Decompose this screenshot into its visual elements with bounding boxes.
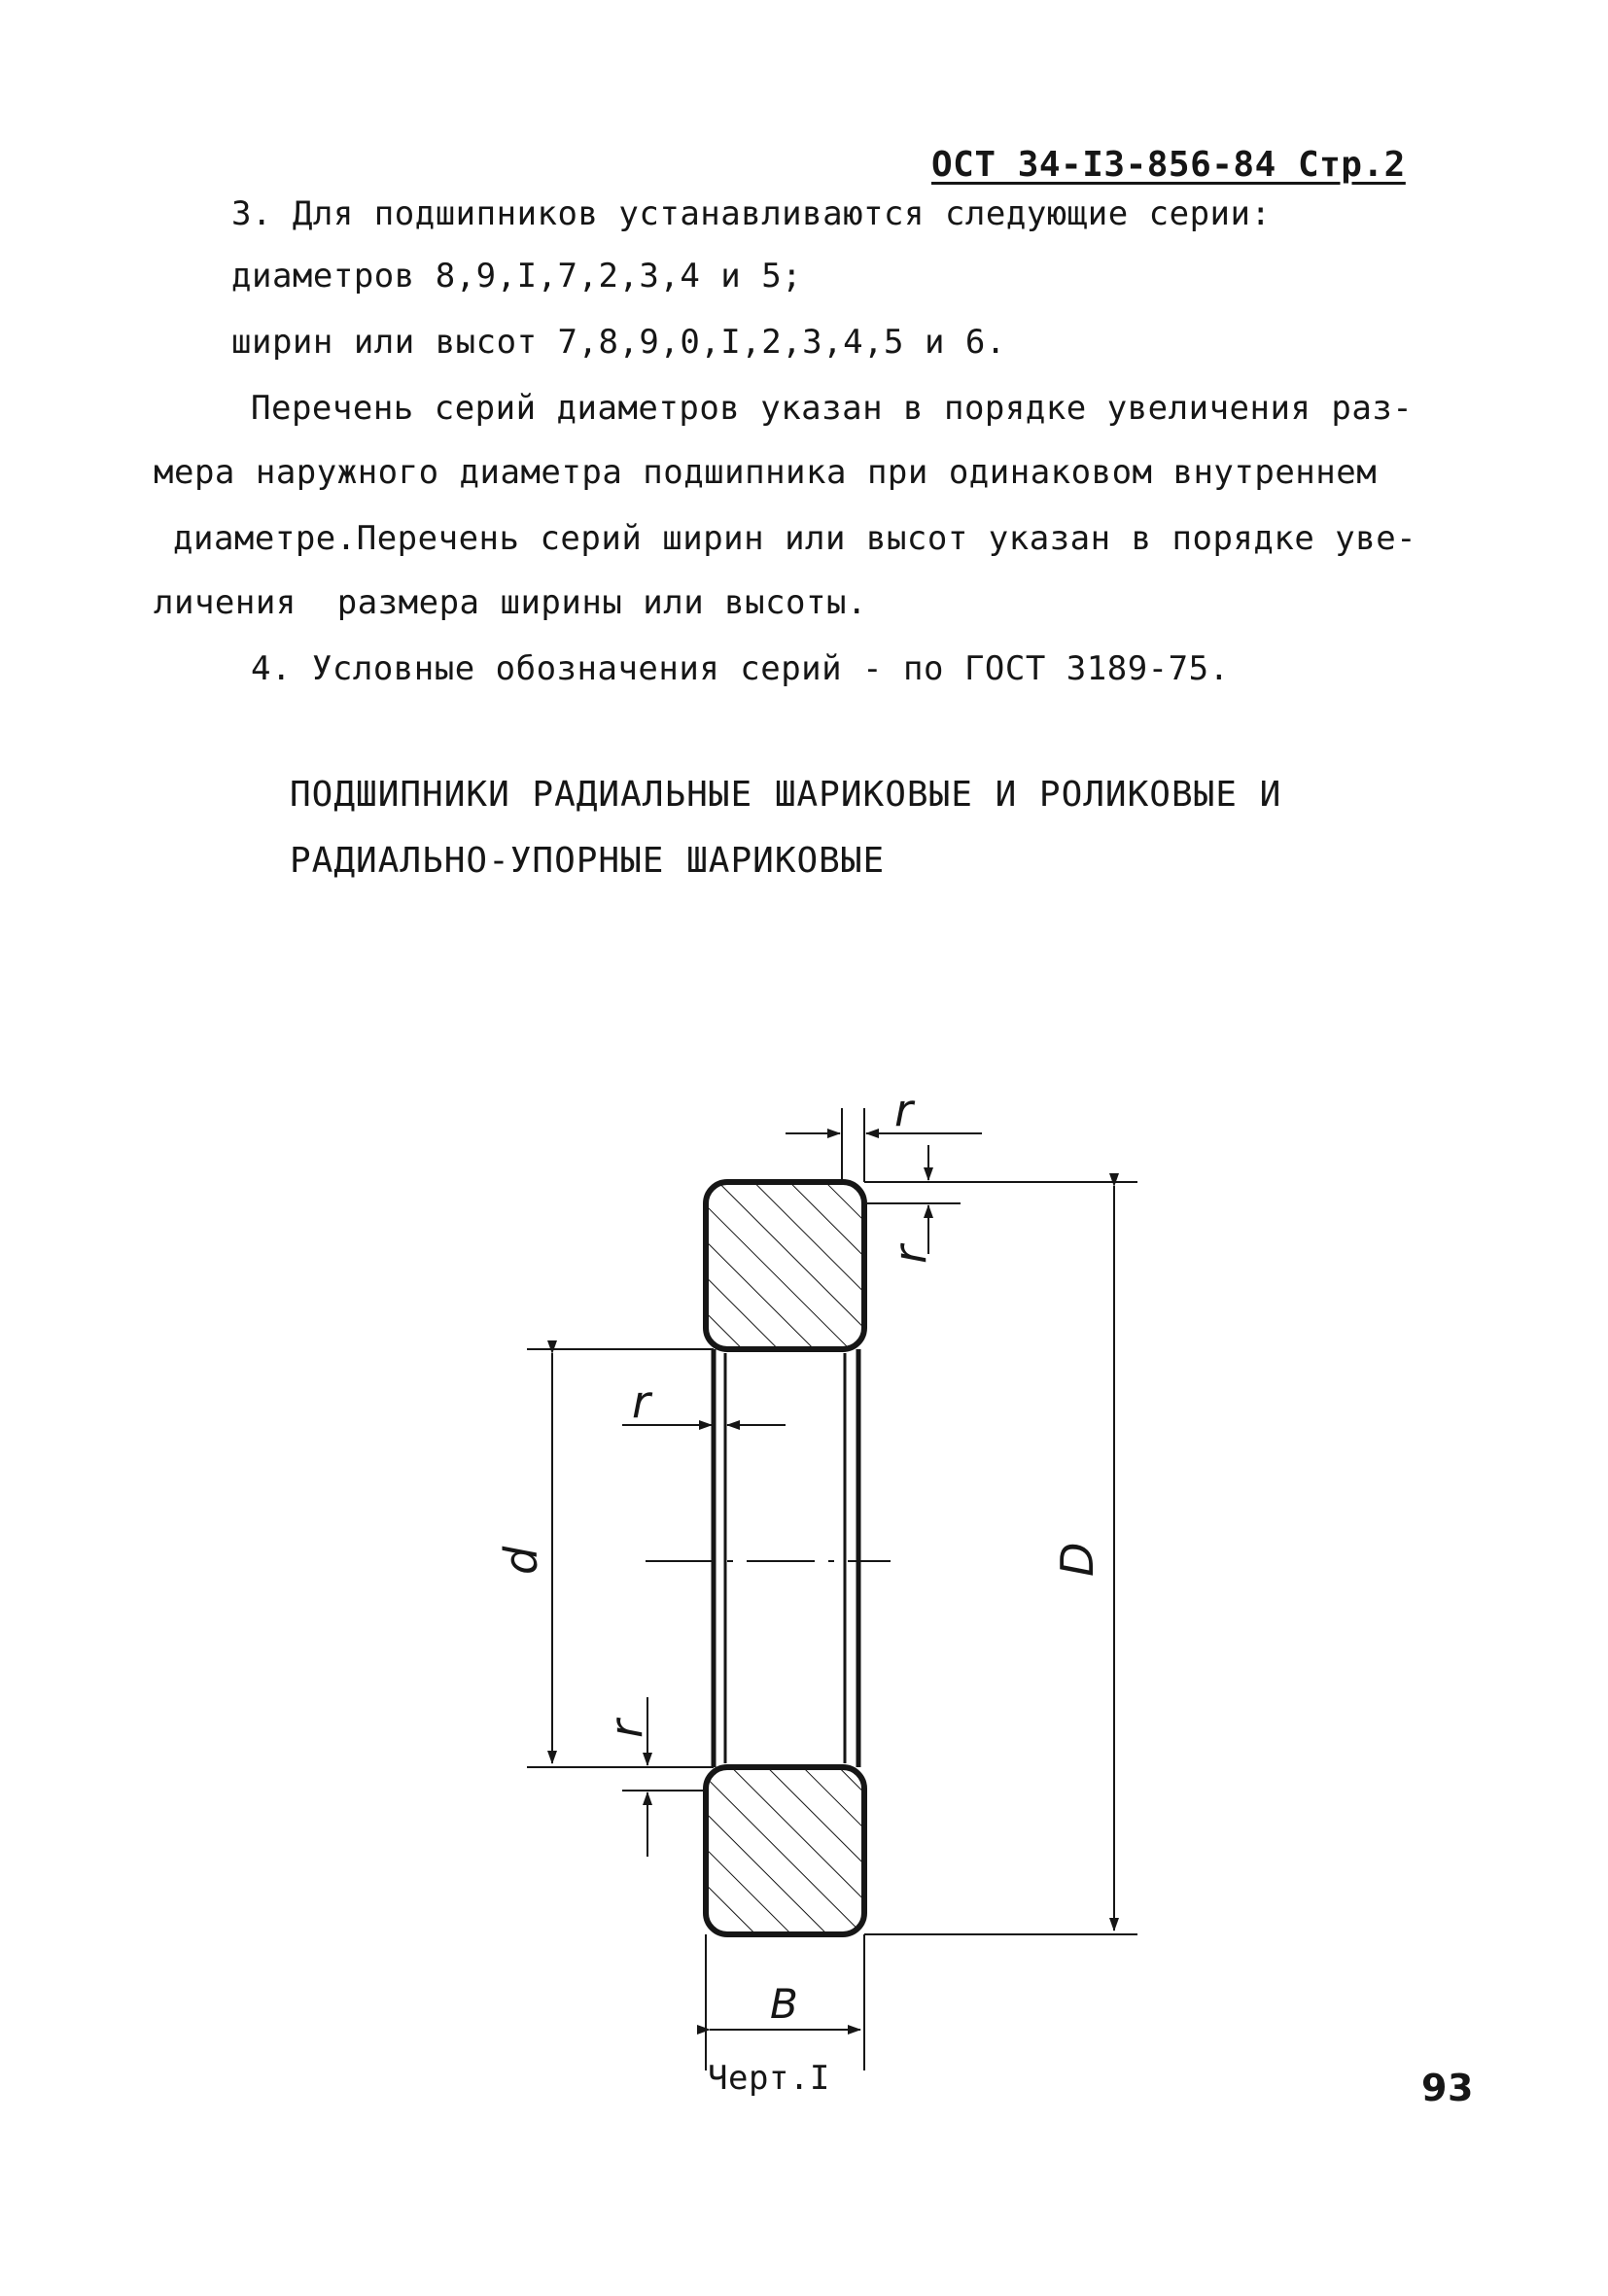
label-r-top: r bbox=[894, 1084, 913, 1136]
text-line-8: 4. Условные обозначения серий - по ГОСТ 3189-75. bbox=[251, 649, 1230, 688]
text-line-7: личения размера ширины или высоты. bbox=[154, 583, 867, 622]
page-number: 93 bbox=[1421, 2067, 1474, 2109]
text-line-2: диаметров 8,9,I,7,2,3,4 и 5; bbox=[231, 257, 803, 296]
text-line-3: ширин или высот 7,8,9,0,I,2,3,4,5 и 6. bbox=[231, 323, 1006, 362]
section-title-line-2: РАДИАЛЬНО-УПОРНЫЕ ШАРИКОВЫЕ bbox=[290, 841, 886, 881]
label-r-right: r bbox=[884, 1245, 936, 1264]
text-line-5: мера наружного диаметра подшипника при одинаковом внутреннем bbox=[154, 453, 1378, 492]
text-line-4: Перечень серий диаметров указан в порядке увеличения раз- bbox=[251, 389, 1414, 428]
lower-ring-section bbox=[706, 1767, 864, 1934]
text-line-6: диаметре.Перечень серий ширин или высот указан в порядке уве- bbox=[173, 519, 1417, 558]
label-B: B bbox=[770, 1980, 798, 2028]
text-line-1: 3. Для подшипников устанавливаются следующие серии: bbox=[231, 194, 1272, 233]
label-r-lower: r bbox=[600, 1720, 652, 1738]
document-code-header: ОСТ 34-I3-856-84 Стр.2 bbox=[931, 145, 1406, 185]
label-D: D bbox=[1051, 1542, 1103, 1577]
upper-ring-section bbox=[706, 1182, 864, 1349]
section-title-line-1: ПОДШИПНИКИ РАДИАЛЬНЫЕ ШАРИКОВЫЕ И РОЛИКОВЫЕ И bbox=[290, 775, 1282, 815]
figure-caption: Черт.I bbox=[708, 2059, 830, 2098]
label-d: d bbox=[495, 1546, 547, 1575]
label-r-bore: r bbox=[632, 1375, 650, 1428]
